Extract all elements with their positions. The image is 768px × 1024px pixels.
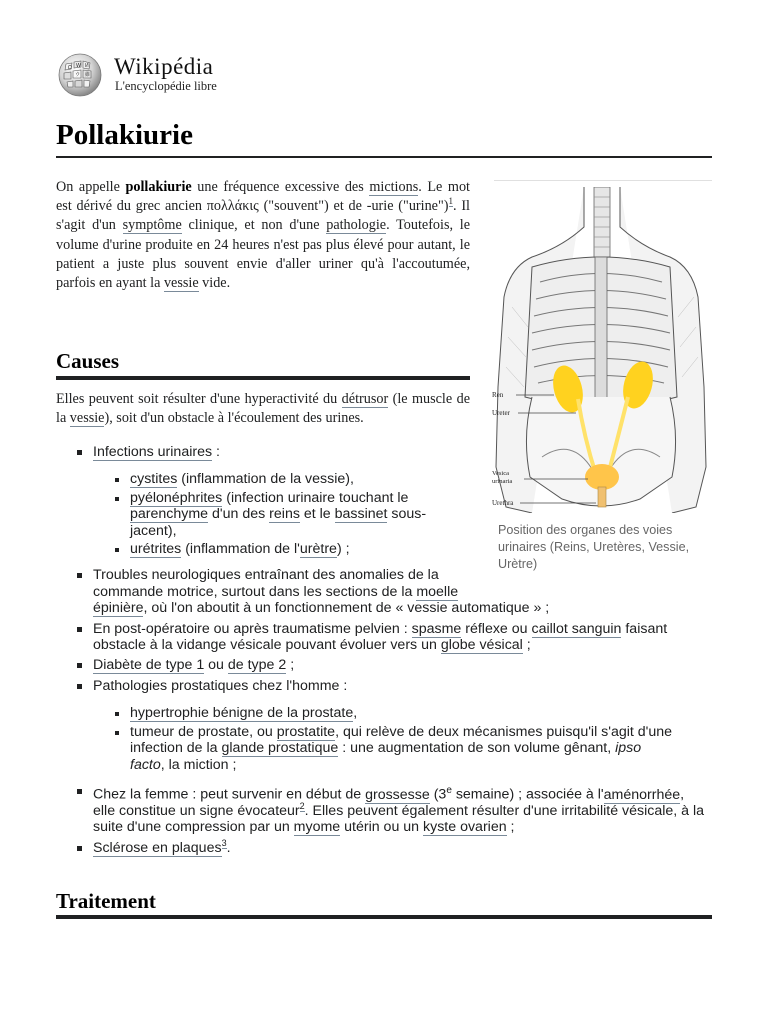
- link-amenorrhee[interactable]: aménorrhée: [603, 786, 681, 803]
- link-symptome[interactable]: symptôme: [122, 217, 182, 234]
- link-vessie[interactable]: vessie: [163, 275, 199, 292]
- svg-text:ウ: ウ: [75, 72, 81, 78]
- list-text: : une augmentation de son volume gênant,: [338, 740, 616, 757]
- list-text: ) ;: [336, 541, 350, 558]
- causes-text: ), soit d'un obstacle à l'écoulement des urines.: [104, 410, 364, 427]
- link-mictions[interactable]: mictions: [369, 179, 419, 195]
- page-title: Pollakiurie: [56, 119, 193, 151]
- list-text: :: [212, 444, 220, 460]
- link-prostatite[interactable]: prostatite: [276, 723, 336, 740]
- list-text: ,: [353, 705, 358, 722]
- list-item: [56, 840, 712, 856]
- intro-text: une fréquence excessive des: [191, 179, 370, 195]
- list-text: Pathologies prostatiques chez l'homme :: [93, 677, 348, 694]
- list-text: utérin ou un: [340, 819, 424, 836]
- list-text: .: [226, 839, 231, 856]
- causes-intro-paragraph: [56, 390, 470, 428]
- label-urethra: Urethra: [492, 499, 514, 507]
- link-reins[interactable]: reins: [269, 506, 300, 523]
- list-text: (inflammation de la vessie),: [177, 471, 354, 488]
- list-item: [56, 567, 550, 617]
- link-diabete-type-1[interactable]: Diabète de type 1: [93, 657, 205, 674]
- sublist: [93, 705, 673, 773]
- link-caillot-sanguin[interactable]: caillot sanguin: [531, 620, 622, 637]
- brand-tagline: L'encyclopédie libre: [115, 79, 217, 93]
- reference-3[interactable]: 3: [221, 838, 227, 849]
- section-divider-causes: [56, 376, 470, 380]
- list-item: [93, 705, 673, 721]
- list-item: [56, 678, 712, 773]
- causes-text: (le muscle de la: [56, 391, 470, 427]
- intro-text: clinique, et non d'une: [181, 217, 327, 234]
- intro-text: vide.: [198, 275, 231, 292]
- list-text: (inflammation de l': [181, 541, 300, 558]
- label-ren: Ren: [492, 391, 504, 399]
- list-text: En post-opératoire ou après traumatisme pelvien :: [93, 620, 412, 637]
- label-urinaria: urinaria: [492, 478, 513, 485]
- link-parenchyme[interactable]: parenchyme: [130, 506, 209, 523]
- section-heading-causes: Causes: [56, 349, 120, 373]
- link-myome[interactable]: myome: [293, 819, 341, 836]
- reference-1[interactable]: 1: [448, 196, 453, 207]
- list-text: , où l'on aboutit à un fonctionnement de « vessie automatique » ;: [143, 600, 550, 617]
- reference-2[interactable]: 2: [299, 801, 305, 812]
- list-item: [93, 490, 453, 539]
- svg-text:維: 維: [85, 72, 91, 78]
- section-heading-traitement: Traitement: [56, 889, 156, 913]
- list-item: [56, 621, 683, 654]
- list-text: , qui relève de deux mécanismes puisqu'il s'agit d'une infection de la: [130, 723, 673, 757]
- link-pyelonephrites[interactable]: pyélonéphrites: [130, 489, 223, 506]
- causes-list: [56, 444, 712, 860]
- list-text: sous-jacent),: [130, 506, 427, 539]
- intro-text: . Toutefois, le volume d'urine produite en 24 heures n'est pas plus élevé pour autant, le patient a juste plus souvent envie d'aller uriner qu'à l'accoutumée, parfois en ayant la: [56, 217, 470, 292]
- link-spasme[interactable]: spasme: [411, 620, 462, 637]
- list-text: semaine) ; associée à l': [451, 786, 604, 803]
- link-uretre[interactable]: urètre: [299, 541, 337, 558]
- link-detrusor[interactable]: détrusor: [341, 391, 389, 407]
- link-cystites[interactable]: cystites: [130, 471, 178, 488]
- sublist: [93, 471, 453, 557]
- link-hypertrophie-prostate[interactable]: hypertrophie bénigne de la prostate: [130, 705, 354, 722]
- list-item: [93, 541, 453, 557]
- link-diabete-type-2[interactable]: de type 2: [227, 657, 287, 674]
- list-text: (infection urinaire touchant le: [222, 489, 409, 506]
- list-item: [56, 783, 709, 836]
- list-text: ;: [286, 657, 295, 674]
- causes-text: Elles peuvent soit résulter d'une hyperactivité du: [56, 391, 342, 407]
- intro-text: . Il s'agit d'un: [56, 198, 471, 234]
- svg-text:Ω: Ω: [68, 65, 72, 71]
- list-text: Troubles neurologiques entraînant des anomalies de la commande motrice, surtout dans les sections de la: [93, 567, 439, 600]
- list-text: ;: [506, 819, 515, 836]
- figure-caption: Position des organes des voies urinaires (Reins, Uretères, Vessie, Urètre): [498, 523, 690, 571]
- label-vesica: Vesica: [492, 470, 509, 477]
- svg-text:W: W: [76, 63, 81, 69]
- list-text: ou: [204, 657, 228, 674]
- link-globe-vesical[interactable]: globe vésical: [440, 637, 523, 654]
- title-divider: [56, 156, 712, 158]
- site-header[interactable]: [56, 52, 712, 100]
- link-vessie[interactable]: vessie: [69, 410, 105, 427]
- term-pollakiurie: pollakiurie: [125, 179, 192, 195]
- italic-text: ipso facto: [130, 740, 642, 773]
- intro-text: On appelle: [56, 179, 126, 195]
- link-uretrites[interactable]: urétrites: [130, 541, 182, 558]
- list-text: , elle constitue un signe évocateur: [93, 786, 685, 820]
- link-kyste-ovarien[interactable]: kyste ovarien: [423, 819, 507, 836]
- intro-text: . Le mot est dérivé du grec ancien πολλάκις ("souvent") et de -urie ("urine"): [56, 179, 470, 215]
- link-grossesse[interactable]: grossesse: [365, 786, 430, 803]
- svg-text:И: И: [85, 63, 89, 69]
- link-moelle-epiniere[interactable]: moelle épinière: [93, 583, 459, 617]
- link-glande-prostatique[interactable]: glande prostatique: [221, 740, 339, 757]
- list-text: , la miction ;: [160, 756, 237, 773]
- figure-divider: [494, 180, 712, 181]
- list-item: [93, 724, 673, 773]
- wikipedia-globe-icon[interactable]: [56, 52, 104, 98]
- list-text: d'un des: [208, 506, 270, 523]
- list-text: ;: [522, 637, 531, 654]
- list-text: faisant obstacle à la vidange vésicale pouvant évoluer vers un: [93, 620, 668, 654]
- list-text: réflexe ou: [461, 620, 532, 637]
- link-sclerose-en-plaques[interactable]: Sclérose en plaques: [93, 839, 222, 856]
- list-text: et le: [299, 506, 335, 523]
- link-bassinet[interactable]: bassinet: [334, 506, 388, 523]
- superscript-text: e: [446, 784, 452, 796]
- list-item: [56, 444, 712, 557]
- link-pathologie[interactable]: pathologie: [326, 217, 387, 234]
- list-item: [93, 471, 453, 487]
- list-item: [56, 657, 712, 673]
- brand-name[interactable]: Wikipédia: [114, 54, 214, 79]
- link-infections-urinaires[interactable]: Infections urinaires: [93, 444, 213, 460]
- list-text: Chez la femme : peut survenir en début de: [93, 786, 366, 803]
- list-text: (3: [429, 786, 447, 803]
- label-ureter: Ureter: [492, 409, 510, 417]
- intro-paragraph: [56, 178, 470, 293]
- list-text: tumeur de prostate, ou: [130, 723, 277, 740]
- section-divider-traitement: [56, 915, 712, 919]
- list-text: . Elles peuvent également résulter d'une irritabilité vésicale, à la suite d'une compression par un: [93, 803, 705, 836]
